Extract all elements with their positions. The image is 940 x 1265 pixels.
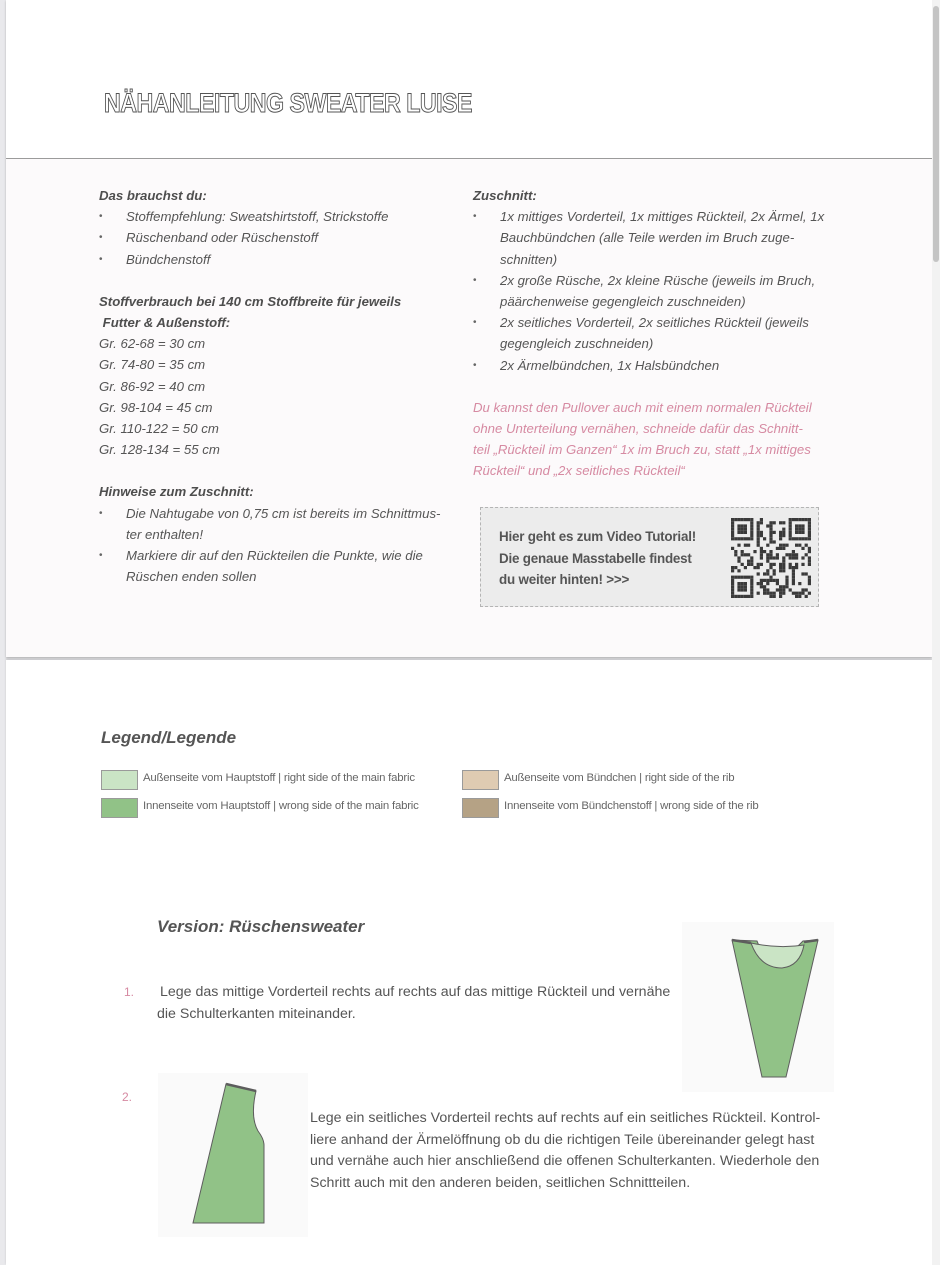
list-item-line: • Markiere dir auf den Rückteilen die Punkte, wie die: [126, 548, 423, 564]
list-item: [473, 206, 838, 270]
instruction-page-2: [6, 660, 932, 1265]
step-number: 1.: [124, 985, 135, 999]
video-line: du weiter hinten! >>>: [499, 572, 630, 587]
step-number: 2.: [122, 1090, 133, 1104]
list-item-line: Rüschen enden sollen: [126, 569, 257, 585]
note-line: Rückteil“ und „2x seitliches Rückteil“: [473, 463, 685, 479]
consumption-heading-2: Futter & Außenstoff:: [99, 315, 231, 331]
list-item: [99, 545, 459, 587]
list-item-line: schnitten): [500, 251, 558, 267]
legend-label: Außenseite vom Bündchen | right side of the rib: [504, 772, 735, 784]
list-item: • Bündchenstoff: [99, 249, 459, 270]
legend-label: Innenseite vom Hauptstoff | wrong side of the main fabric: [143, 800, 419, 812]
color-swatch: [101, 798, 138, 818]
note-line: Du kannst den Pullover auch mit einem normalen Rückteil: [473, 399, 812, 415]
size-line: Gr. 128-134 = 55 cm: [99, 442, 220, 458]
step-line: Lege das mittige Vorderteil rechts auf rechts auf das mittige Rückteil und vernähe: [160, 984, 671, 1000]
list-item-line: ter enthalten!: [126, 526, 203, 542]
step-text: [310, 1108, 830, 1194]
needs-heading: Das brauchst du:: [99, 188, 207, 203]
needs-list: [99, 206, 459, 270]
cutting-list: [473, 206, 838, 376]
side-piece-illustration: [158, 1073, 308, 1237]
video-line: Hier geht es zum Video Tutorial!: [499, 529, 696, 544]
hints-list: [99, 503, 459, 588]
step-line: und vernähe auch hier anschließend die offenen Schulterkanten. Wiederhole den: [310, 1153, 820, 1169]
list-item-line: Bauchbündchen (alle Teile werden im Bruch zuge-: [500, 230, 795, 246]
size-line: Gr. 86-92 = 40 cm: [99, 378, 206, 394]
legend-label: Innenseite vom Bündchenstoff | wrong side of the rib: [504, 800, 759, 812]
list-item-line: • 2x Ärmelbündchen, 1x Halsbündchen: [500, 357, 720, 373]
note-line: ohne Unterteilung vernähen, schneide dafür das Schnitt-: [473, 421, 803, 437]
consumption-heading: Stoffverbrauch bei 140 cm Stoffbreite für jeweils: [99, 293, 402, 309]
list-item: [473, 355, 838, 376]
color-swatch: [462, 770, 499, 790]
step-line: die Schulterkanten miteinander.: [157, 1005, 356, 1022]
legend-label: Außenseite vom Hauptstoff | right side of the main fabric: [143, 772, 415, 784]
right-column: [473, 185, 838, 482]
size-line: Gr. 62-68 = 30 cm: [99, 336, 206, 352]
version-title: Version: Rüschensweater: [157, 917, 365, 936]
step-text: [157, 982, 687, 1025]
list-item: [99, 503, 459, 545]
step-line: Schritt auch mit den anderen beiden, seitlichen Schnittteilen.: [310, 1174, 691, 1191]
list-item-line: • 2x große Rüsche, 2x kleine Rüsche (jeweils im Bruch,: [500, 272, 816, 288]
size-line: Gr. 98-104 = 45 cm: [99, 399, 213, 415]
color-swatch: [462, 798, 499, 818]
scrollbar[interactable]: [932, 0, 940, 1265]
cutting-note: [473, 397, 838, 482]
list-item-line: • Die Nahtugabe von 0,75 cm ist bereits im Schnittmus-: [126, 505, 441, 521]
list-item-line: päärchenweise gegengleich zuschneiden): [500, 294, 746, 310]
list-item-line: gegengleich zuschneiden): [500, 336, 654, 352]
video-line: Die genaue Masstabelle findest: [499, 550, 692, 566]
video-tutorial-box[interactable]: [480, 507, 819, 607]
left-column: [99, 185, 459, 587]
note-line: teil „Rückteil im Ganzen“ 1x im Bruch zu, statt „1x mittiges: [473, 442, 811, 458]
color-swatch: [101, 770, 138, 790]
list-item: [473, 270, 838, 312]
list-item: • Stoffempfehlung: Sweatshirtstoff, Strickstoffe: [99, 206, 459, 227]
list-item-line: • 1x mittiges Vorderteil, 1x mittiges Rückteil, 2x Ärmel, 1x: [500, 209, 825, 225]
list-item: [473, 312, 838, 354]
document-title: NÄHANLEITUNG SWEATER LUISE: [104, 88, 472, 118]
size-line: Gr. 110-122 = 50 cm: [99, 421, 219, 437]
step-line: liere anhand der Ärmelöffnung ob du die richtigen Teile übereinander gelegt hast: [310, 1131, 815, 1148]
scrollbar-thumb[interactable]: [933, 6, 939, 262]
cutting-heading: Zuschnitt:: [473, 188, 537, 203]
step-line: Lege ein seitliches Vorderteil rechts auf rechts auf ein seitliches Rückteil. Kontrol-: [310, 1110, 821, 1126]
legend-title: Legend/Legende: [101, 728, 237, 747]
hints-heading: Hinweise zum Zuschnitt:: [99, 484, 254, 500]
qr-code-icon[interactable]: [731, 518, 811, 598]
list-item: • Rüschenband oder Rüschenstoff: [99, 227, 459, 248]
front-piece-illustration: [682, 922, 834, 1092]
list-item-line: • 2x seitliches Vorderteil, 2x seitliches Rückteil (jeweils: [500, 315, 809, 331]
video-tutorial-text: [499, 526, 714, 591]
page-header: [6, 0, 932, 159]
size-line: Gr. 74-80 = 35 cm: [99, 357, 206, 373]
instruction-page-1: [6, 0, 932, 657]
